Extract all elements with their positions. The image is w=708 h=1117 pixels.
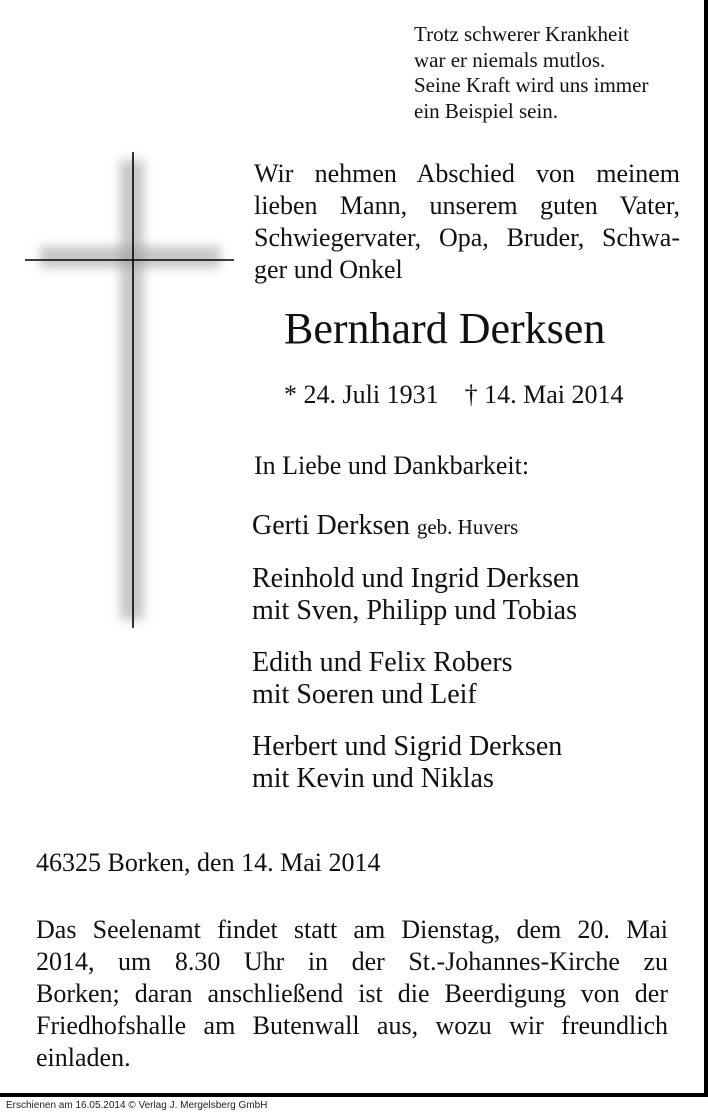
mourner-group — [252, 731, 579, 795]
service-info — [36, 914, 668, 1074]
deceased-name: Bernhard Derksen — [284, 304, 606, 353]
intro-line: Wir nehmen Abschied von meinem — [254, 159, 680, 188]
service-line: einladen. — [36, 1043, 131, 1072]
maiden-name: geb. Huvers — [416, 515, 519, 539]
cross-icon — [20, 150, 240, 630]
mourner-line: mit Kevin und Niklas — [252, 763, 494, 794]
death-date: † 14. Mai 2014 — [464, 380, 624, 409]
motto-line: war er niemals mutlos. — [414, 47, 606, 72]
mourners-list — [252, 510, 579, 815]
mourner-group — [252, 647, 579, 711]
farewell-intro — [254, 158, 680, 286]
thanks-line: In Liebe und Dankbarkeit: — [254, 451, 530, 480]
service-line: 2014, um 8.30 Uhr in der St.-Johannes-Kirche zu — [36, 947, 668, 976]
mourner-group — [252, 563, 579, 627]
motto-line: ein Beispiel sein. — [414, 98, 559, 123]
intro-line: ger und Onkel — [254, 255, 403, 284]
mourner-name: Gerti Derksen — [252, 510, 410, 541]
mourner-line: Herbert und Sigrid Derksen — [252, 731, 563, 762]
intro-line: Schwiegervater, Opa, Bruder, Schwa- — [254, 223, 680, 252]
mourner-line: mit Soeren und Leif — [252, 679, 477, 710]
mourner-line: Edith und Felix Robers — [252, 647, 513, 678]
service-line: Borken; daran anschließend ist die Beerdigung von der — [36, 979, 668, 1008]
motto-line: Seine Kraft wird uns immer — [414, 73, 649, 97]
service-line: Das Seelenamt findet statt am Dienstag, dem 20. Mai — [36, 915, 668, 944]
birth-date: * 24. Juli 1931 — [284, 380, 439, 409]
life-dates — [284, 380, 623, 410]
mourner-line: mit Sven, Philipp und Tobias — [252, 595, 577, 626]
publication-footer: Erschienen am 16.05.2014 © Verlag J. Mergelsberg GmbH — [6, 1100, 268, 1111]
motto-quote — [414, 22, 648, 124]
motto-line: Trotz schwerer Krankheit — [414, 22, 629, 46]
intro-line: lieben Mann, unserem guten Vater, — [254, 191, 680, 220]
mourner-line: Reinhold und Ingrid Derksen — [252, 563, 580, 594]
mourner-group — [252, 510, 579, 543]
service-line: Friedhofshalle am Butenwall aus, wozu wir freundlich — [36, 1011, 668, 1040]
place-date: 46325 Borken, den 14. Mai 2014 — [36, 848, 381, 877]
